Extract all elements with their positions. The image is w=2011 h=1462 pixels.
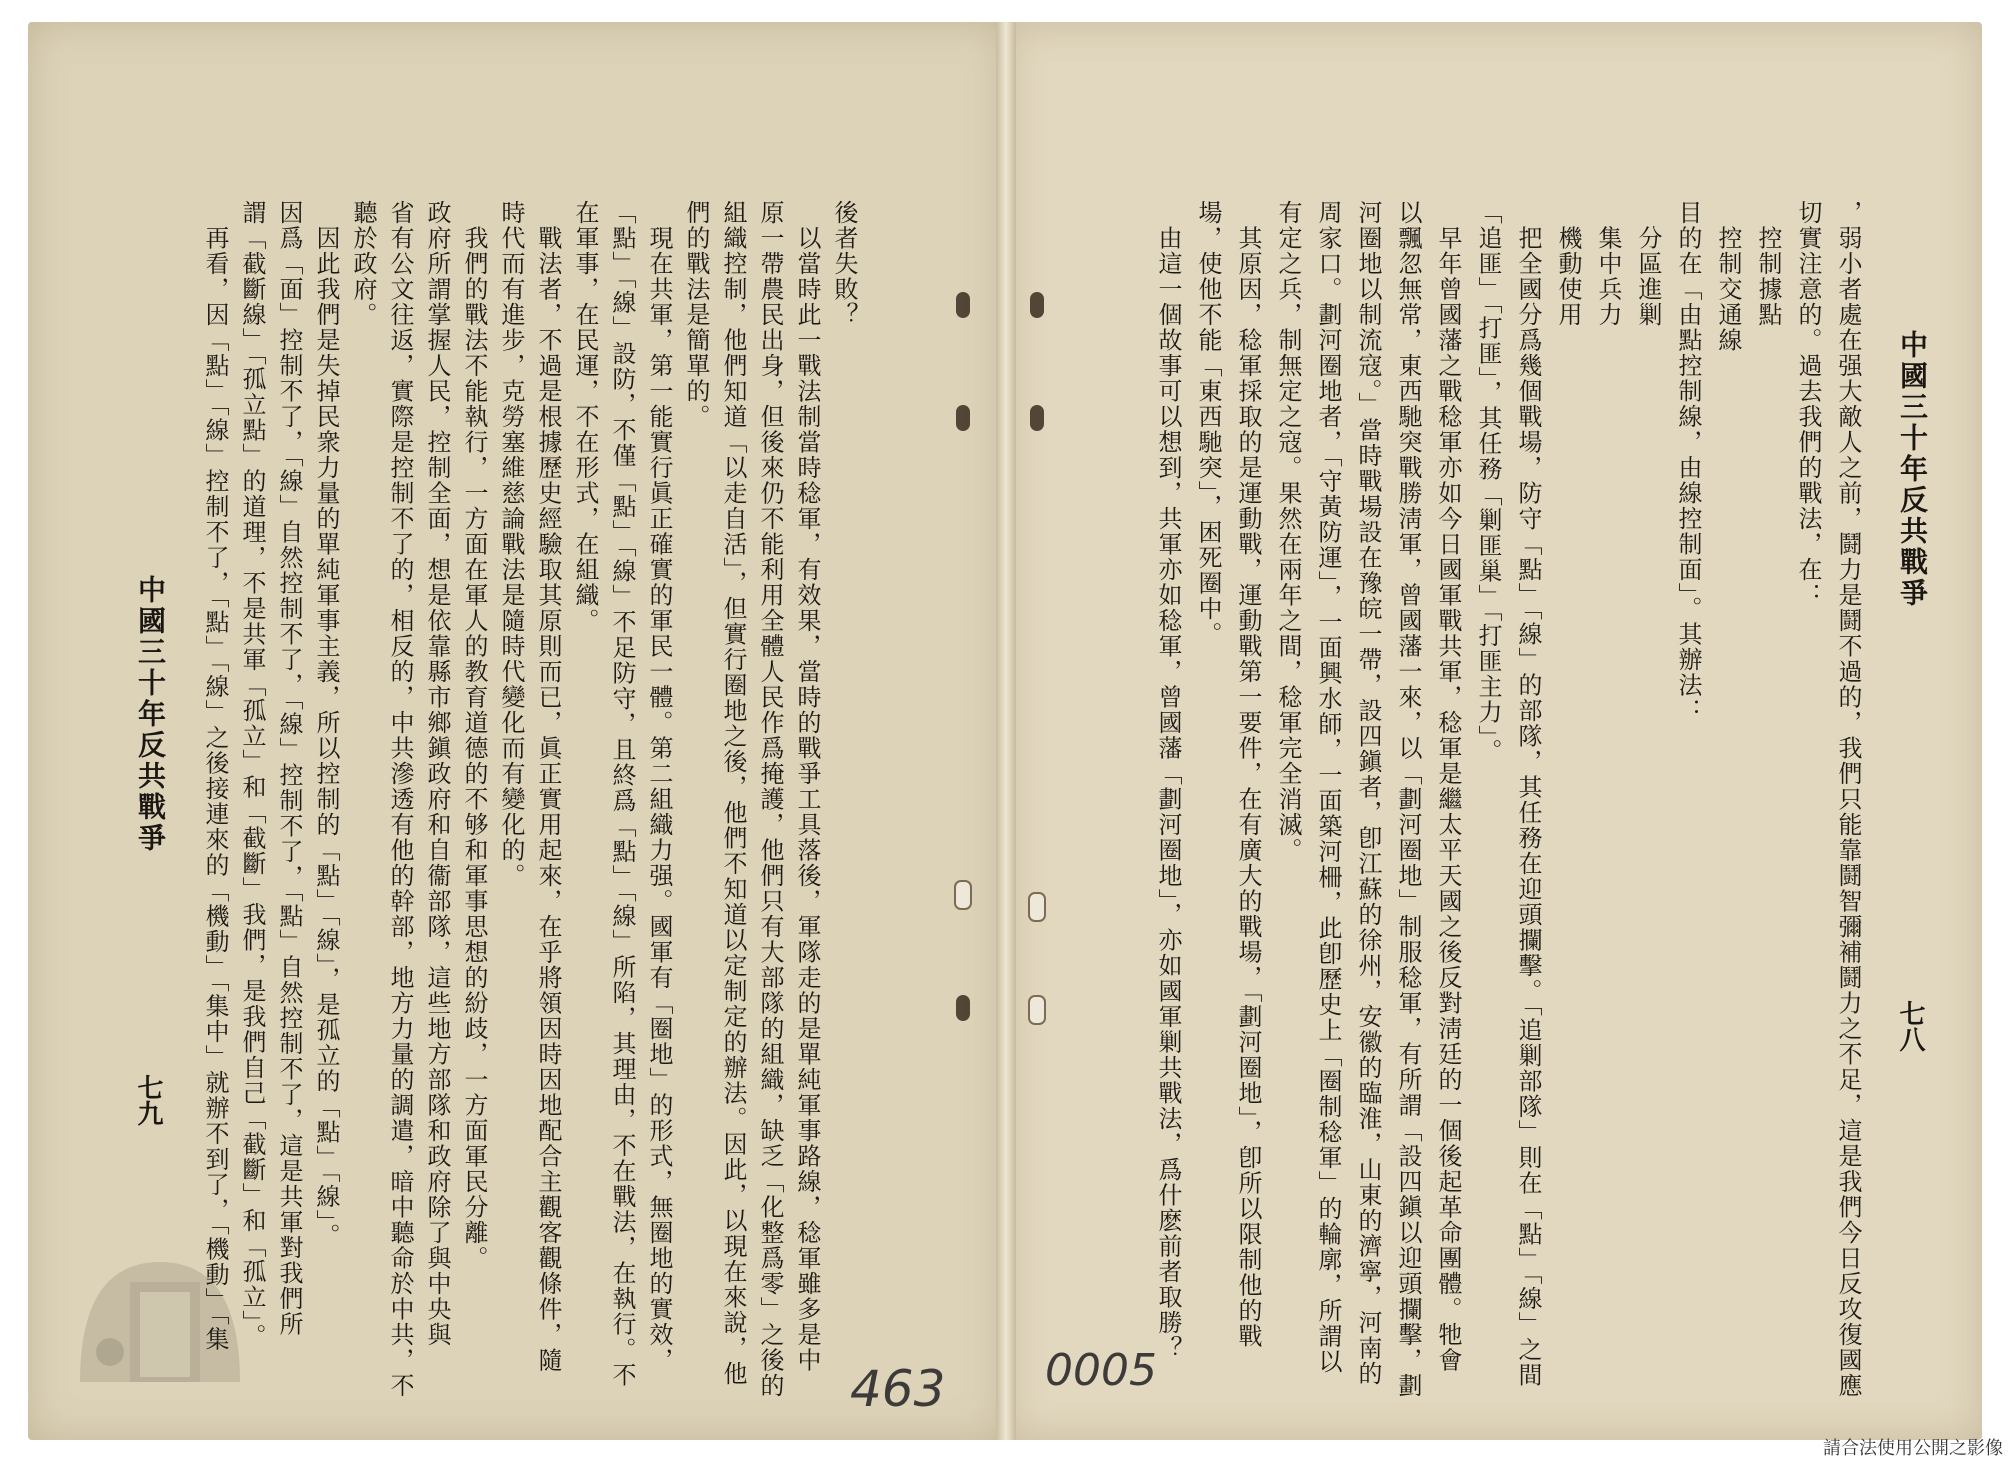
text-column: 時代而有進步，克勞塞維慈論戰法是隨時代變化而有變化的。 <box>497 200 525 889</box>
text-column: 目的在「由點控制線，由線控制面」。其辦法： <box>1674 200 1702 724</box>
text-column: 後者失敗？ <box>830 200 858 328</box>
text-column: 省有公文往返，實際是控制不了的，相反的，中共滲透有他的幹部，地方力量的調遣，暗中聽命於中共，不 <box>386 200 414 1399</box>
text-column: 原一帶農民出身，但後來仍不能利用全體人民作爲掩護，他們只有大部隊的組織，缺乏「化整爲零」之後的 <box>756 200 784 1399</box>
text-column: 其原因，稔軍採取的是運動戰，運動戰第一要件，在有廣大的戰場，「劃河圈地」，卽所以限制他的戰 <box>1234 200 1262 1349</box>
text-column: 把全國分爲幾個戰場，防守「點」「線」的部隊，其任務在迎頭攔擊。「追剿部隊」則在「點」「線」之間 <box>1514 200 1542 1388</box>
text-column: 有定之兵，制無定之寇。果然在兩年之間，稔軍完全消滅。 <box>1274 200 1302 863</box>
text-column: 場，使他不能「東西馳突」，困死圈中。 <box>1194 200 1222 647</box>
text-column: ，弱小者處在强大敵人之前，鬪力是鬪不過的，我們只能靠鬪智彌補鬪力之不足，這是我們今日反攻復國應 <box>1834 200 1862 1399</box>
text-column: 機動使用 <box>1554 200 1582 328</box>
right-page-number: 七八 <box>1895 1000 1925 1052</box>
left-page-header: 中國三十年反共戰爭 <box>134 575 167 854</box>
watermark-text: 請合法使用公開之影像 <box>1823 1438 2003 1459</box>
text-column: 控制交通線 <box>1714 200 1742 353</box>
text-column: 周家口。劃河圈地者，「守黃防運」，一面興水師，一面築河柵，此卽歷史上「圈制稔軍」的輪廓，所謂以 <box>1314 200 1342 1375</box>
text-column: 控制據點 <box>1754 200 1782 328</box>
text-column: 以飄忽無常，東西馳突戰勝淸軍，曾國藩一來，以「劃河圈地」制服稔軍，有所謂「設四鎭以迎頭攔擊，劃 <box>1394 200 1422 1399</box>
staple-hole <box>1028 892 1046 922</box>
text-column: 在軍事，在民運，不在形式，在組織。 <box>571 200 599 634</box>
text-column: 「點」「線」設防，不僅「點」「線」不足防守，且終爲「點」「線」所陷，其理由，不在戰法，在執行。不 <box>608 200 636 1388</box>
text-column: 分區進剿 <box>1634 200 1662 328</box>
text-column: 「追匪」「打匪」，其任務「剿匪巢」「打匪主力」。 <box>1474 200 1502 764</box>
text-column: 因爲「面」控制不了，「線」自然控制不了，「線」控制不了，「點」自然控制不了，這是共軍對我們所 <box>275 200 303 1337</box>
text-column: 政府所謂掌握人民，控制全面，想是依靠縣市鄉鎭政府和自衞部隊，這些地方部隊和政府除了與中央與 <box>423 200 451 1348</box>
staple-hole <box>954 880 972 910</box>
book-spine <box>996 22 1016 1440</box>
text-column: 我們的戰法不能執行，一方面在軍人的教育道德的不够和軍事思想的紛歧，一方面軍民分離。 <box>460 200 488 1271</box>
left-page-number: 七九 <box>133 1074 163 1126</box>
text-column: 集中兵力 <box>1594 200 1622 328</box>
text-column: 謂「截斷線」「孤立點」的道理，不是共軍「孤立」和「截斷」我們，是我們自己「截斷」和「孤立」。 <box>238 200 266 1349</box>
staple-hole <box>956 292 970 318</box>
staple-hole <box>1028 995 1046 1025</box>
text-column: 早年曾國藩之戰稔軍亦如今日國軍戰共軍，稔軍是繼太平天國之後反對淸廷的一個後起革命團體。牠會 <box>1434 200 1462 1373</box>
text-column: 組織控制，他們知道「以走自活」，但實行圈地之後，他們不知道以定制定的辦法。因此，以現在來說，他 <box>719 200 747 1387</box>
text-column: 聽於政府。 <box>349 200 377 328</box>
text-column: 因此我們是失掉民衆力量的單純軍事主義，所以控制的「點」「線」，是孤立的「點」「線」。 <box>312 200 340 1249</box>
right-page-header: 中國三十年反共戰爭 <box>1896 330 1929 609</box>
text-column: 河圈地以制流寇。」當時戰場設在豫皖一帶，設四鎭者，卽江蘇的徐州，安徽的臨淮，山東的濟寧，河南的 <box>1354 200 1382 1387</box>
text-column: 以當時此一戰法制當時稔軍，有效果，當時的戰爭工具落後，軍隊走的是單純軍事路線，稔軍雖多是中 <box>793 200 821 1373</box>
text-column: 戰法者，不過是根據歷史經驗取其原則而已，眞正實用起來，在乎將領因時因地配合主觀客觀條件，隨 <box>534 200 562 1373</box>
staple-hole <box>956 995 970 1021</box>
staple-hole <box>956 405 970 431</box>
text-column: 們的戰法是簡單的。 <box>682 200 710 430</box>
text-column: 現在共軍，第一能實行眞正確實的軍民一體。第二組織力强。國軍有「圈地」的形式，無圈地的實效， <box>645 200 673 1373</box>
staple-hole <box>1030 292 1044 318</box>
text-column: 再看，因「點」「線」控制不了，「點」「線」之後接連來的「機動」「集中」就辦不到了，「機動」「集 <box>201 200 229 1352</box>
text-column: 由這一個故事可以想到，共軍亦如稔軍，曾國藩「劃河圈地」，亦如國軍剿共戰法，爲什麽前者取勝？ <box>1154 200 1182 1361</box>
text-column: 切實注意的。過去我們的戰法，在： <box>1794 200 1822 608</box>
handwritten-number-left: 463 <box>850 1360 946 1418</box>
staple-hole <box>1030 405 1044 431</box>
handwritten-number-right: 0005 <box>1045 1345 1157 1396</box>
